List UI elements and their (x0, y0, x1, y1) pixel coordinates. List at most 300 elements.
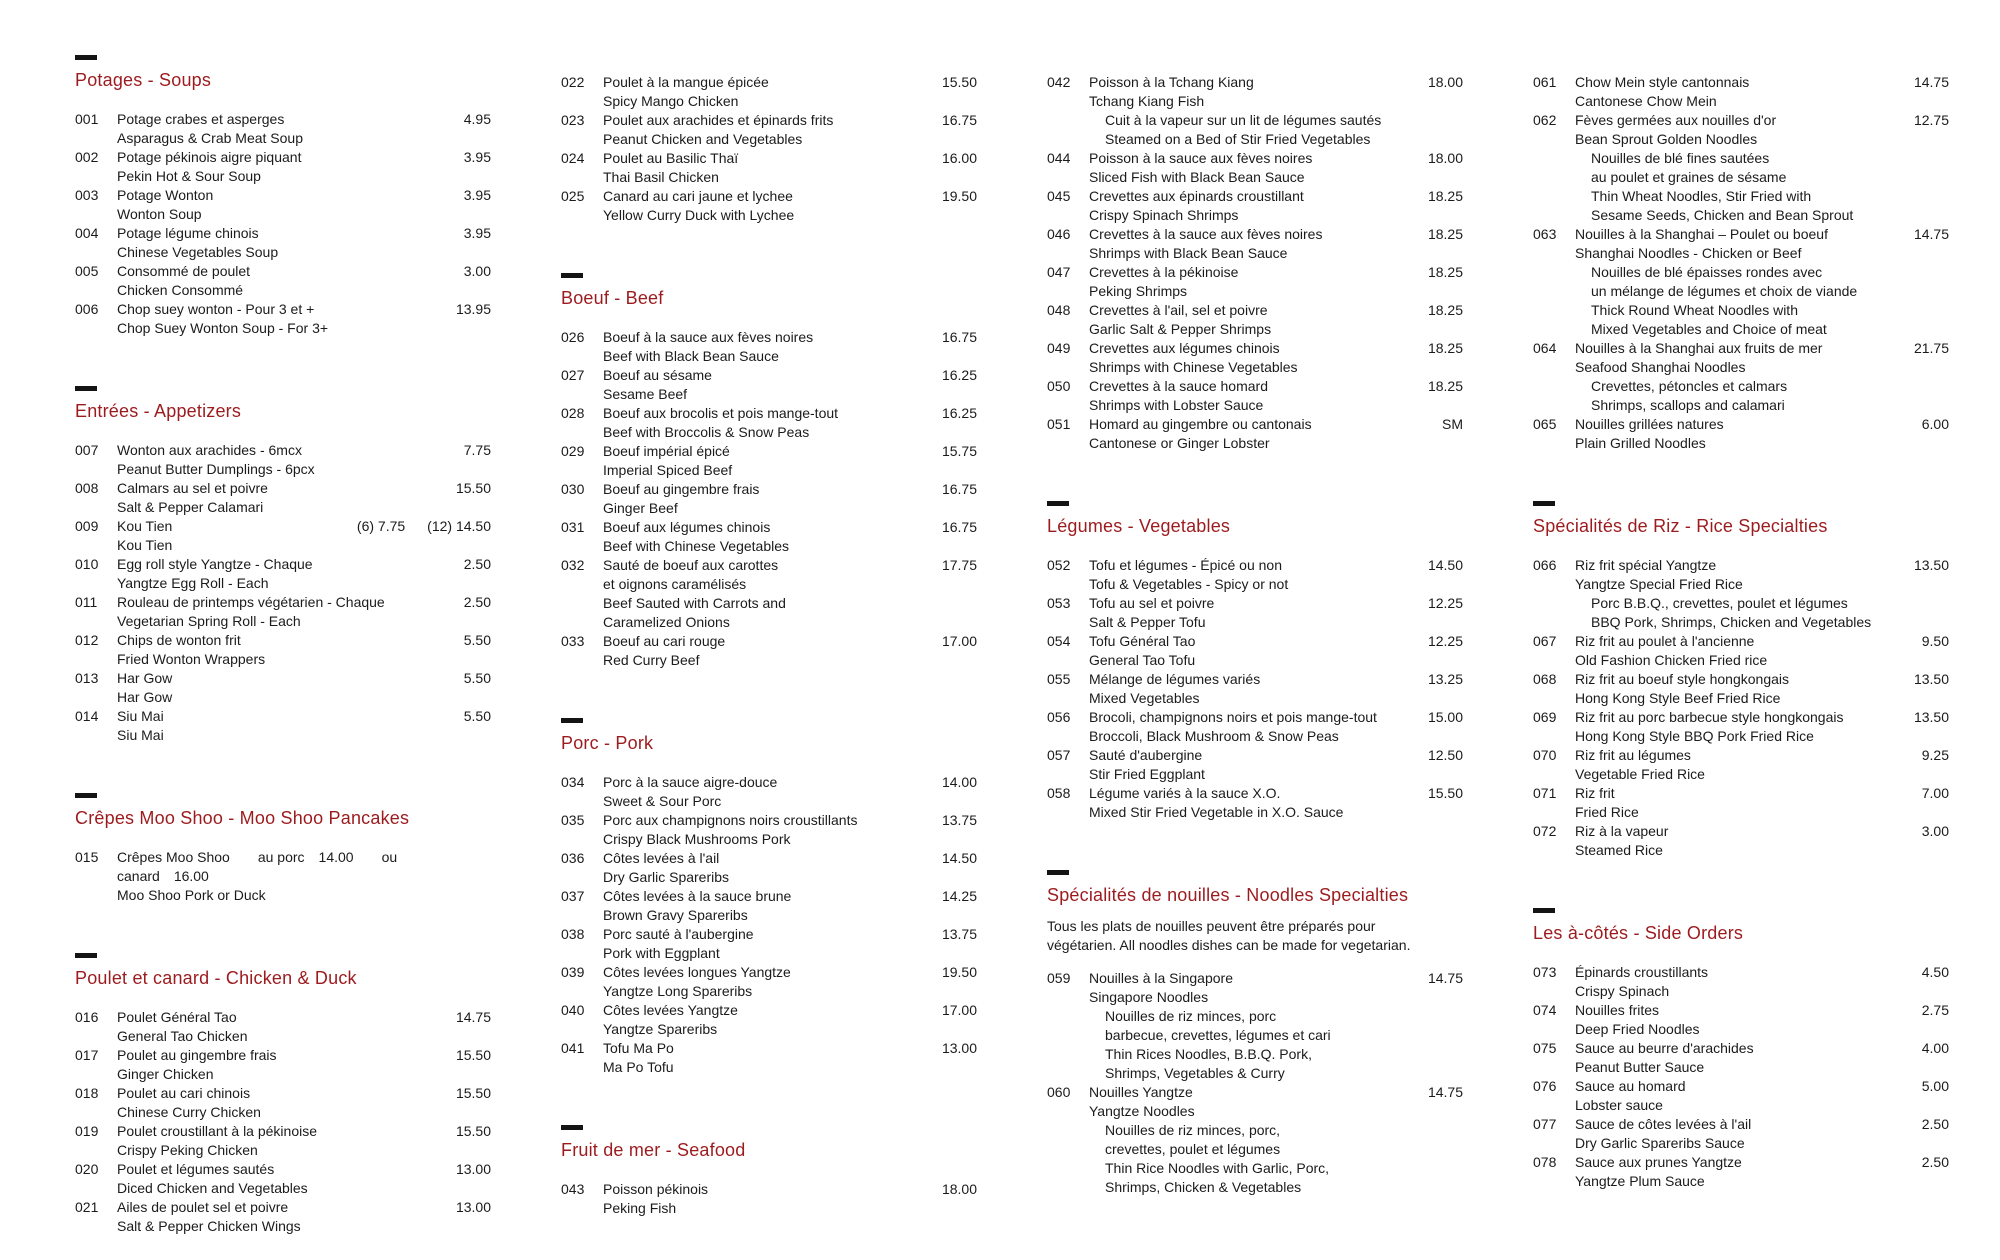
item-price: 16.25 (941, 367, 977, 383)
menu-item (1047, 969, 1463, 1083)
item-name-text: Sauce de côtes levées à l'ail (1575, 1116, 1752, 1132)
section-dash (75, 386, 97, 391)
item-name-french (117, 300, 456, 319)
item-subtitle-line: Siu Mai (117, 727, 164, 743)
item-name-text: Chow Mein style cantonnais (1575, 74, 1750, 90)
menu-section (75, 386, 491, 745)
item-price: 12.75 (1913, 112, 1949, 128)
item-name-text: Côtes levées longues Yangtze (603, 964, 791, 980)
item-subtitle-line: Peking Fish (603, 1200, 677, 1216)
item-price: 2.50 (463, 594, 491, 610)
menu-item-main-line (1047, 632, 1463, 651)
item-subtitle-line: Fried Wonton Wrappers (117, 651, 266, 667)
item-subtitle-line: Broccoli, Black Mushroom & Snow Peas (1089, 728, 1339, 744)
item-name-french (1575, 708, 1914, 727)
menu-item (1047, 632, 1463, 670)
menu-item (75, 110, 491, 148)
item-subtitle-line: Cantonese or Ginger Lobster (1089, 435, 1270, 451)
menu-item (1533, 1077, 1949, 1115)
item-name-french (603, 187, 942, 206)
menu-item (1533, 111, 1949, 225)
item-number: 056 (1047, 709, 1071, 725)
menu-item-main-line (1533, 225, 1949, 244)
item-number: 003 (75, 187, 99, 203)
item-price: 5.50 (463, 632, 491, 648)
item-price: 15.00 (1427, 709, 1463, 725)
menu-item-main-line (75, 224, 491, 243)
item-subtitle-line: Steamed Rice (1575, 842, 1663, 858)
item-number: 002 (75, 149, 99, 165)
menu-item (561, 187, 977, 225)
item-name-text: Côtes levées Yangtze (603, 1002, 738, 1018)
item-name-text: Riz frit au boeuf style hongkongais (1575, 671, 1790, 687)
item-description-line: Nouilles de riz minces, porc, (1105, 1122, 1281, 1138)
item-subtitle-line: Shrimps with Chinese Vegetables (1089, 359, 1298, 375)
item-number: 066 (1533, 557, 1557, 573)
item-subtitle-line: Peanut Butter Sauce (1575, 1059, 1705, 1075)
item-price: 15.75 (941, 443, 977, 459)
item-price: 15.50 (455, 1085, 491, 1101)
item-subtitle-line: Ma Po Tofu (603, 1059, 674, 1075)
item-name-text: Siu Mai (117, 708, 164, 724)
menu-item-main-line (1533, 670, 1949, 689)
item-price: 3.00 (1921, 823, 1949, 839)
item-name-text: Poisson à la sauce aux fèves noires (1089, 150, 1313, 166)
item-price: 14.50 (941, 850, 977, 866)
menu-item (1533, 339, 1949, 415)
item-subtitle-line: Yangtze Spareribs (603, 1021, 718, 1037)
item-subtitle-line: Shanghai Noodles - Chicken or Beef (1575, 245, 1802, 261)
item-price: 5.00 (1921, 1078, 1949, 1094)
item-price: 5.50 (463, 670, 491, 686)
menu-item-main-line (75, 555, 491, 574)
item-name-text: Sauce au beurre d'arachides (1575, 1040, 1754, 1056)
menu-item-main-line (1533, 1115, 1949, 1134)
item-name-french (1089, 415, 1442, 434)
item-number: 020 (75, 1161, 99, 1177)
item-price: 14.25 (941, 888, 977, 904)
section-dash (561, 718, 583, 723)
item-number: 025 (561, 188, 585, 204)
item-number: 010 (75, 556, 99, 572)
item-description-line: au poulet et graines de sésame (1591, 169, 1787, 185)
menu-item-main-line (1047, 746, 1463, 765)
item-number: 059 (1047, 970, 1071, 986)
item-name-french (603, 1001, 942, 1020)
item-price: 15.50 (455, 480, 491, 496)
menu-item (1533, 225, 1949, 339)
menu-item (1047, 556, 1463, 594)
item-price: 16.75 (941, 329, 977, 345)
item-price: 13.75 (941, 812, 977, 828)
item-name-french (117, 1122, 456, 1141)
item-description-line: un mélange de légumes et choix de viande (1591, 283, 1858, 299)
item-name-text: Boeuf à la sauce aux fèves noires (603, 329, 814, 345)
item-subtitle-line: Har Gow (117, 689, 173, 705)
item-name-text: Fèves germées aux nouilles d'or (1575, 112, 1777, 128)
menu-item (1533, 1039, 1949, 1077)
item-price: 13.50 (1913, 709, 1949, 725)
item-price: 16.75 (941, 112, 977, 128)
menu-item-main-line (75, 707, 491, 726)
menu-item-main-line (75, 1046, 491, 1065)
menu-item-main-line (1047, 377, 1463, 396)
item-name-french (1089, 149, 1428, 168)
menu-item (561, 632, 977, 670)
item-name-french (1089, 301, 1428, 320)
menu-item (561, 1001, 977, 1039)
item-name-text: Riz frit au porc barbecue style hongkongais (1575, 709, 1844, 725)
item-subtitle-line: Mixed Stir Fried Vegetable in X.O. Sauce (1089, 804, 1344, 820)
item-name-text: Porc sauté à l'aubergine (603, 926, 754, 942)
item-name-text: Boeuf au cari rouge (603, 633, 726, 649)
item-number: 001 (75, 111, 99, 127)
menu-section (75, 55, 491, 338)
item-number: 021 (75, 1199, 99, 1215)
item-number: 049 (1047, 340, 1071, 356)
item-subtitle-line: Pork with Eggplant (603, 945, 720, 961)
menu-item (561, 442, 977, 480)
menu-item-main-line (561, 556, 977, 575)
item-number: 057 (1047, 747, 1071, 763)
item-number: 050 (1047, 378, 1071, 394)
item-name-text: Chop suey wonton - Pour 3 et + (117, 301, 315, 317)
item-name-text: Poulet et légumes sautés (117, 1161, 275, 1177)
menu-item-main-line (75, 148, 491, 167)
item-name-french (117, 1008, 456, 1027)
item-number: 016 (75, 1009, 99, 1025)
item-subtitle-line: Salt & Pepper Tofu (1089, 614, 1206, 630)
item-name-french (603, 556, 942, 575)
item-name-french (1575, 632, 1922, 651)
item-price: 16.75 (941, 519, 977, 535)
item-description-line: Nouilles de blé épaisses rondes avec (1591, 264, 1823, 280)
menu-item-main-line (561, 480, 977, 499)
menu-item (1047, 1083, 1463, 1197)
item-subtitle-line: Wonton Soup (117, 206, 202, 222)
menu-item (75, 1084, 491, 1122)
item-number: 046 (1047, 226, 1071, 242)
item-number: 077 (1533, 1116, 1557, 1132)
item-number: 013 (75, 670, 99, 686)
item-price: 17.00 (941, 1002, 977, 1018)
menu-item-main-line (561, 849, 977, 868)
item-number: 031 (561, 519, 585, 535)
menu-item (1533, 1001, 1949, 1039)
item-number: 060 (1047, 1084, 1071, 1100)
menu-item-main-line (1533, 339, 1949, 358)
item-number: 068 (1533, 671, 1557, 687)
item-number: 006 (75, 301, 99, 317)
item-name-text: Rouleau de printemps végétarien - Chaque (117, 594, 385, 610)
item-number: 040 (561, 1002, 585, 1018)
section-dash (561, 1125, 583, 1130)
menu-item-main-line (1533, 111, 1949, 130)
menu-item-main-line (561, 925, 977, 944)
menu-item-main-line (561, 1180, 977, 1199)
menu-item (75, 1198, 491, 1236)
menu-item-main-line (1533, 708, 1949, 727)
menu-item (1533, 73, 1949, 111)
item-number: 062 (1533, 112, 1557, 128)
item-subtitle-line: Beef Sauted with Carrots and (603, 595, 786, 611)
item-name-french (1575, 1001, 1922, 1020)
item-number: 078 (1533, 1154, 1557, 1170)
item-subtitle-line: Shrimps with Black Bean Sauce (1089, 245, 1288, 261)
item-subtitle-line: Ginger Chicken (117, 1066, 214, 1082)
item-number: 070 (1533, 747, 1557, 763)
item-name-french (1575, 822, 1922, 841)
menu-section (1047, 55, 1463, 453)
item-name-french (1575, 73, 1914, 92)
menu-item-main-line (1047, 556, 1463, 575)
item-price (357, 517, 491, 536)
menu-section (561, 718, 977, 1077)
item-price: 5.50 (463, 708, 491, 724)
item-number: 055 (1047, 671, 1071, 687)
item-description-line: Shrimps, Vegetables & Curry (1105, 1065, 1285, 1081)
item-name-french (117, 262, 464, 281)
item-subtitle-line: Old Fashion Chicken Fried rice (1575, 652, 1768, 668)
item-number: 011 (75, 594, 98, 610)
menu-item-main-line (1533, 746, 1949, 765)
item-price: 14.75 (455, 1009, 491, 1025)
item-price: 12.25 (1427, 633, 1463, 649)
item-name-text: Poisson à la Tchang Kiang (1089, 74, 1254, 90)
item-name-french (1575, 746, 1922, 765)
item-subtitle-line: Hong Kong Style Beef Fried Rice (1575, 690, 1781, 706)
menu-item (75, 1122, 491, 1160)
item-price: 12.50 (1427, 747, 1463, 763)
item-description-line: Steamed on a Bed of Stir Fried Vegetables (1105, 131, 1371, 147)
item-name-french (1575, 339, 1914, 358)
item-name-french (117, 1046, 456, 1065)
item-number: 015 (75, 849, 99, 865)
item-name-french (117, 1198, 456, 1217)
item-price: 13.75 (941, 926, 977, 942)
item-name-french (1089, 670, 1428, 689)
item-name-french (1575, 784, 1922, 803)
section-dash (1047, 870, 1069, 875)
item-name-text: Crevettes aux légumes chinois (1089, 340, 1280, 356)
item-name-text: Boeuf aux légumes chinois (603, 519, 771, 535)
item-name-french (603, 480, 942, 499)
item-name-text: Poisson pékinois (603, 1181, 709, 1197)
item-subtitle-line: Crispy Spinach (1575, 983, 1670, 999)
section-title: Poulet et canard - Chicken & Duck (75, 968, 357, 988)
item-number: 008 (75, 480, 99, 496)
item-name-french (117, 593, 464, 612)
item-name-french (117, 1160, 456, 1179)
item-name-text: Poulet au gingembre frais (117, 1047, 277, 1063)
item-name-text: Canard au cari jaune et lychee (603, 188, 793, 204)
item-description-line: Thin Rice Noodles with Garlic, Porc, (1105, 1160, 1330, 1176)
item-name-french (603, 111, 942, 130)
item-name-french (603, 925, 942, 944)
item-name-french (117, 110, 464, 129)
menu-column-4 (1533, 55, 1949, 1191)
item-name-french (1575, 111, 1914, 130)
item-number: 073 (1533, 964, 1557, 980)
item-subtitle-line: Cantonese Chow Mein (1575, 93, 1717, 109)
item-number: 071 (1533, 785, 1557, 801)
item-number: 030 (561, 481, 585, 497)
menu-item (75, 593, 491, 631)
menu-item (75, 300, 491, 338)
item-number: 076 (1533, 1078, 1557, 1094)
item-subtitle-line: Sliced Fish with Black Bean Sauce (1089, 169, 1305, 185)
item-name-text: Tofu au sel et poivre (1089, 595, 1215, 611)
item-price: 13.00 (941, 1040, 977, 1056)
item-number: 074 (1533, 1002, 1557, 1018)
item-name-french (1089, 225, 1428, 244)
menu-item-main-line (561, 328, 977, 347)
item-name-french (1089, 377, 1428, 396)
item-number: 058 (1047, 785, 1071, 801)
item-price: 16.25 (941, 405, 977, 421)
menu-item-main-line (1533, 556, 1949, 575)
item-price: 7.75 (463, 442, 491, 458)
item-name-french (117, 517, 357, 536)
menu-item (1047, 187, 1463, 225)
item-name-text: Chips de wonton frit (117, 632, 241, 648)
item-name-french (603, 518, 942, 537)
section-title: Boeuf - Beef (561, 288, 664, 308)
item-subtitle-line: Tofu & Vegetables - Spicy or not (1089, 576, 1289, 592)
item-price: 19.50 (941, 188, 977, 204)
menu-item (1047, 149, 1463, 187)
item-description-line: Mixed Vegetables and Choice of meat (1591, 321, 1827, 337)
item-name-french (1089, 263, 1428, 282)
menu-item-main-line (561, 73, 977, 92)
item-name-french (1575, 1153, 1922, 1172)
menu-item (75, 517, 491, 555)
menu-item (75, 262, 491, 300)
item-name-text: Boeuf aux brocolis et pois mange-tout (603, 405, 839, 421)
item-name-french (117, 631, 464, 650)
item-name-text: Nouilles Yangtze (1089, 1084, 1193, 1100)
item-name-text: Riz frit au légumes (1575, 747, 1691, 763)
section-dash (561, 273, 583, 278)
menu-section (1533, 908, 1949, 1191)
item-number: 036 (561, 850, 585, 866)
menu-item (561, 328, 977, 366)
menu-item (561, 149, 977, 187)
item-name-text: Potage Wonton (117, 187, 214, 203)
item-name-text: Nouilles à la Shanghai aux fruits de mer (1575, 340, 1823, 356)
section-title: Les à-côtés - Side Orders (1533, 923, 1744, 943)
item-number: 067 (1533, 633, 1557, 649)
item-name-french (117, 186, 464, 205)
item-number: 051 (1047, 416, 1071, 432)
item-name-french (603, 773, 942, 792)
menu-item (1047, 225, 1463, 263)
menu-item (75, 1008, 491, 1046)
section-note-line: végétarien. All noodles dishes can be made for vegetarian. (1047, 937, 1411, 953)
item-price: 4.00 (1921, 1040, 1949, 1056)
item-number: 037 (561, 888, 585, 904)
item-option-label: au porc (257, 849, 305, 865)
item-name-french (603, 1180, 942, 1199)
item-name-french (1575, 556, 1914, 575)
item-name-text: Sauté de boeuf aux carottes (603, 557, 779, 573)
menu-item (1047, 339, 1463, 377)
item-name-french (603, 366, 942, 385)
item-name-french (1089, 746, 1428, 765)
item-name-text: Brocoli, champignons noirs et pois mange-tout (1089, 709, 1377, 725)
item-name-text: Nouilles à la Shanghai – Poulet ou boeuf (1575, 226, 1828, 242)
item-name-french (603, 963, 942, 982)
item-price: 2.50 (1921, 1154, 1949, 1170)
item-price: 18.25 (1427, 302, 1463, 318)
menu-section (561, 273, 977, 670)
menu-item-main-line (561, 111, 977, 130)
item-name-text: Boeuf impérial épicé (603, 443, 730, 459)
item-subtitle-line: Lobster sauce (1575, 1097, 1663, 1113)
item-number: 012 (75, 632, 99, 648)
menu-item-main-line (561, 963, 977, 982)
item-subtitle-line: General Tao Tofu (1089, 652, 1196, 668)
item-name-text: Crevettes à la pékinoise (1089, 264, 1239, 280)
item-price: SM (1442, 416, 1463, 432)
item-subtitle-line: Red Curry Beef (603, 652, 700, 668)
item-number: 032 (561, 557, 585, 573)
item-name-text: Crêpes Moo Shoo (117, 849, 230, 865)
item-price: 14.75 (1427, 970, 1463, 986)
menu-section (1533, 55, 1949, 453)
menu-item (1533, 746, 1949, 784)
item-name-text: Boeuf au gingembre frais (603, 481, 760, 497)
item-description-line: Thick Round Wheat Noodles with (1591, 302, 1798, 318)
section-title: Spécialités de nouilles - Noodles Specialties (1047, 885, 1409, 905)
item-option-label: ou canard (117, 849, 398, 884)
item-price: 9.25 (1921, 747, 1949, 763)
item-subtitle-line: Moo Shoo Pork or Duck (117, 887, 266, 903)
item-subtitle-line: Ginger Beef (603, 500, 678, 516)
item-name-text: Poulet Général Tao (117, 1009, 237, 1025)
item-name-french (1089, 632, 1428, 651)
menu-item-main-line (1533, 784, 1949, 803)
item-description-line: Shrimps, Chicken & Vegetables (1105, 1179, 1302, 1195)
item-description-line: Crevettes, pétoncles et calmars (1591, 378, 1788, 394)
menu-section (1533, 501, 1949, 860)
item-name-text: Riz à la vapeur (1575, 823, 1669, 839)
item-name-text: Nouilles grillées natures (1575, 416, 1724, 432)
item-subtitle-line: Yangtze Special Fried Rice (1575, 576, 1743, 592)
menu-item (1047, 377, 1463, 415)
item-name-text: Crevettes aux épinards croustillant (1089, 188, 1304, 204)
menu-item (561, 366, 977, 404)
menu-item (1047, 301, 1463, 339)
item-name-french (1089, 556, 1428, 575)
menu-item-main-line (1047, 149, 1463, 168)
item-subtitle-line: Thai Basil Chicken (603, 169, 719, 185)
section-dash (75, 55, 97, 60)
item-price: 21.75 (1913, 340, 1949, 356)
menu-item-main-line (75, 669, 491, 688)
menu-item (1533, 963, 1949, 1001)
item-subtitle-line: Vegetarian Spring Roll - Each (117, 613, 301, 629)
item-description-line: BBQ Pork, Shrimps, Chicken and Vegetables (1591, 614, 1872, 630)
item-name-french (603, 1039, 942, 1058)
item-name-text: Egg roll style Yangtze - Chaque (117, 556, 313, 572)
menu-item (561, 111, 977, 149)
item-price: 4.50 (1921, 964, 1949, 980)
item-price: 19.50 (941, 964, 977, 980)
menu-item-main-line (75, 110, 491, 129)
menu-item (1533, 822, 1949, 860)
item-subtitle-line: Vegetable Fried Rice (1575, 766, 1705, 782)
